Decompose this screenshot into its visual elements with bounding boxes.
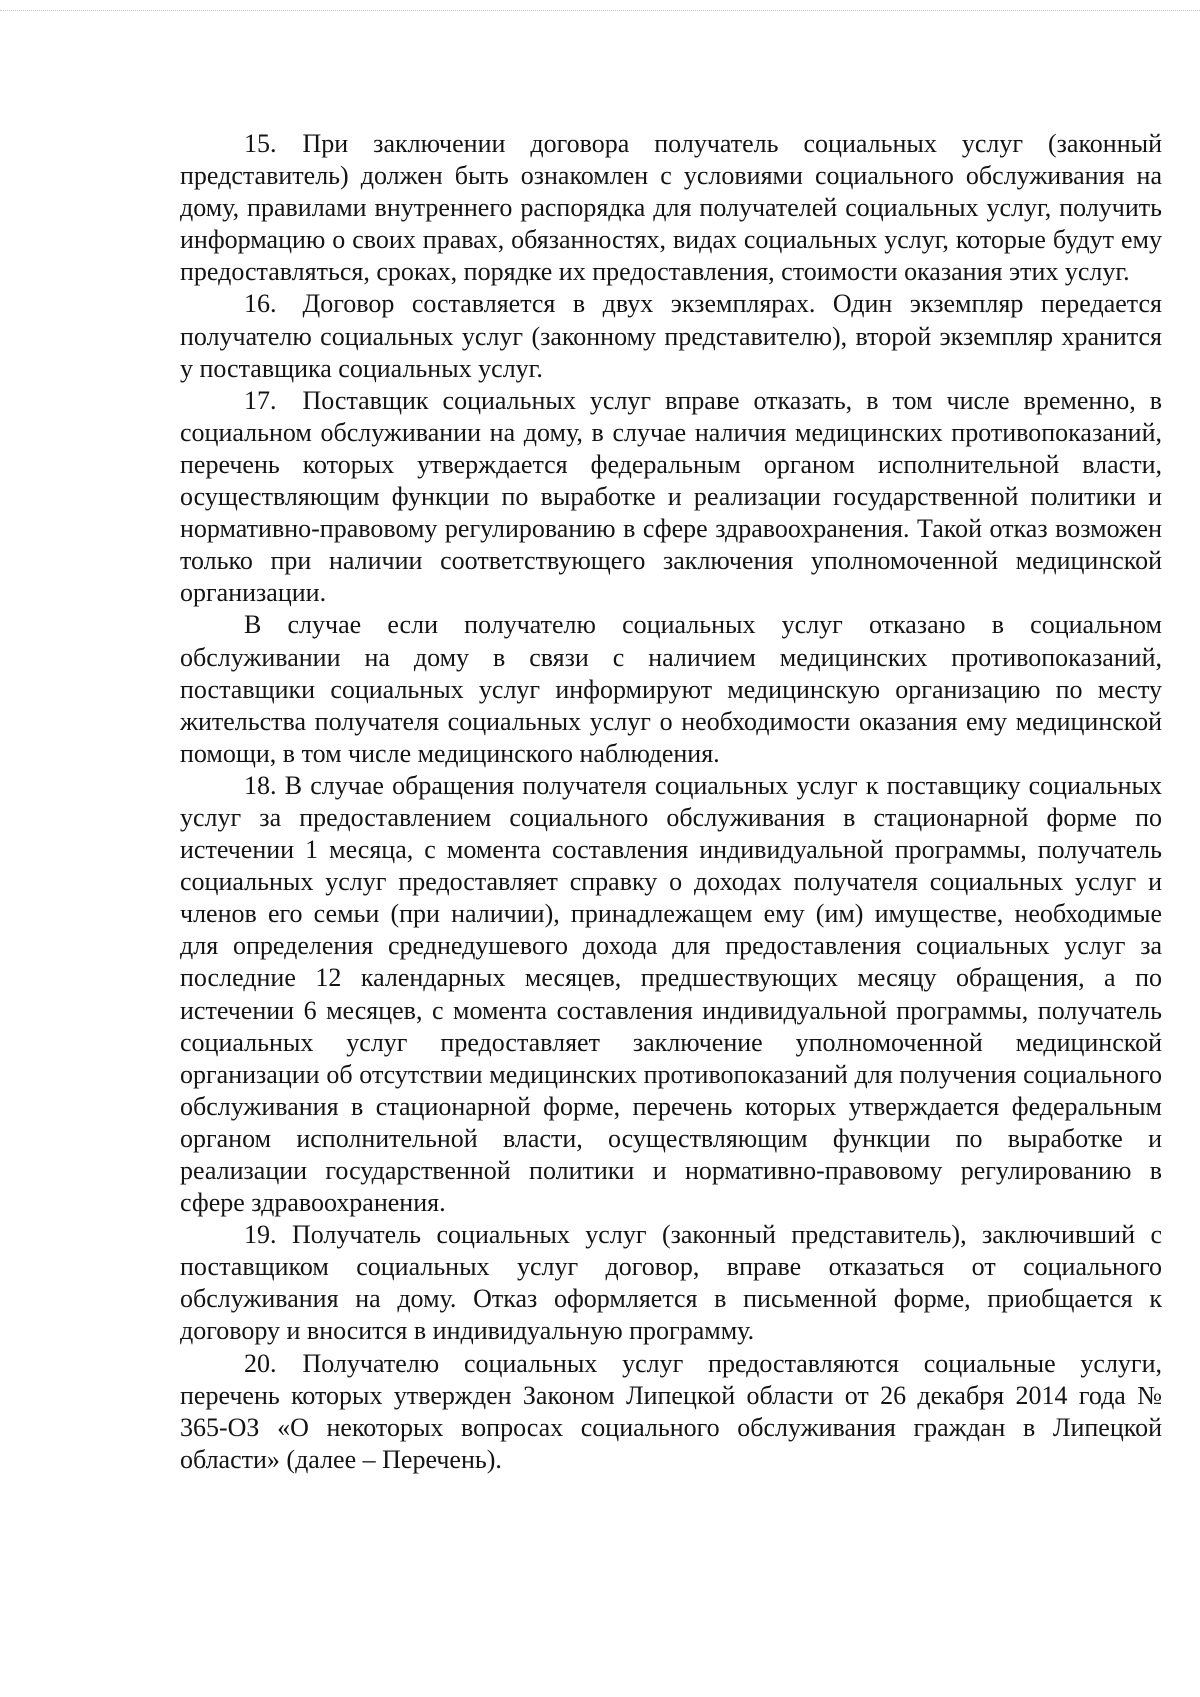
paragraph-15: 15. При заключении договора получатель социальных услуг (законный представитель) должен быть ознакомлен с условиями социального обслуживания на дому, правилами внутреннего распорядка для получателей социальных услуг, получить информацию о своих правах, обязанностях, видах социальных услуг, которые будут ему предоставляться, сроках, порядке их предоставления, стоимости оказания этих услуг. <box>180 129 1162 287</box>
paragraph-17-continuation: В случае если получателю социальных услуг отказано в социальном обслуживании на дому в связи с наличием медицинских противопоказаний, поставщики социальных услуг информируют медицинскую организацию по месту жительства получателя социальных услуг о необходимости оказания ему медицинской помощи, в том числе медицинского наблюдения. <box>180 610 1162 768</box>
scan-edge-artifact <box>0 10 1200 11</box>
paragraph-20: 20. Получателю социальных услуг предоставляются социальные услуги, перечень которых утвержден Законом Липецкой области от 26 декабря 2014 года № 365-ОЗ «О некоторых вопросах социального обслуживания граждан в Липецкой области» (далее – Перечень). <box>180 1348 1162 1474</box>
paragraph-18: 18. В случае обращения получателя социальных услуг к поставщику социальных услуг за предоставлением социального обслуживания в стационарной форме по истечении 1 месяца, с момента составления индивидуальной программы, получатель социальных услуг предоставляет справку о доходах получателя социальных услуг и членов его семьи (при наличии), принадлежащем ему (им) имуществе, необходимые для определения среднедушевого дохода для предоставления социальных услуг за последние 12 календарных месяцев, предшествующих месяцу обращения, а по истечении 6 месяцев, с момента составления индивидуальной программы, получатель социальных услуг предоставляет заключение уполномоченной медицинской организации об отсутствии медицинских противопоказаний для получения социального обслуживания в стационарной форме, перечень которых утверждается федеральным органом исполнительной власти, осуществляющим функции по выработке и реализации государственной политики и нормативно-правовому регулированию в сфере здравоохранения. <box>180 770 1162 1218</box>
document-body <box>180 128 1162 1476</box>
paragraph-16: 16. Договор составляется в двух экземплярах. Один экземпляр передается получателю социальных услуг (законному представителю), второй экземпляр хранится у поставщика социальных услуг. <box>180 289 1162 383</box>
paragraph-19: 19. Получатель социальных услуг (законный представитель), заключивший с поставщиком социальных услуг договор, вправе отказаться от социального обслуживания на дому. Отказ оформляется в письменной форме, приобщается к договору и вносится в индивидуальную программу. <box>180 1220 1162 1346</box>
paragraph-17: 17. Поставщик социальных услуг вправе отказать, в том числе временно, в социальном обслуживании на дому, в случае наличия медицинских противопоказаний, перечень которых утверждается федеральным органом исполнительной власти, осуществляющим функции по выработке и реализации государственной политики и нормативно-правовому регулированию в сфере здравоохранения. Такой отказ возможен только при наличии соответствующего заключения уполномоченной медицинской организации. <box>180 385 1162 608</box>
